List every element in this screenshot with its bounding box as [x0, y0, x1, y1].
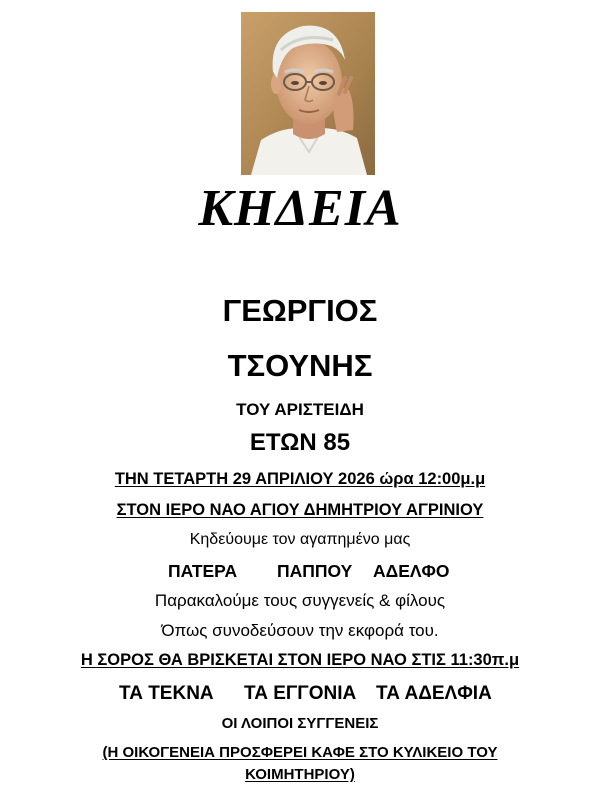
deceased-first-name: ΓΕΩΡΓΙΟΣ: [222, 293, 378, 328]
funeral-church: ΣΤΟΝ ΙΕΡΟ ΝΑΟ ΑΓΙΟΥ ΔΗΜΗΤΡΙΟΥ ΑΓΡΙΝΙΟΥ: [116, 501, 484, 519]
signers-row: [0, 683, 600, 707]
escort-text: Όπως συνοδεύσουν την εκφορά του.: [161, 621, 439, 640]
cafe-note-line-1: (Η ΟΙΚΟΓΕΝΕΙΑ ΠΡΟΣΦΕΡΕΙ ΚΑΦΕ ΣΤΟ ΚΥΛΙΚΕΙΟ ΤΟΥ: [102, 744, 498, 761]
age-text: ΕΤΩΝ 85: [249, 429, 351, 456]
signer-item: ΤΑ ΑΔΕΛΦΙΑ: [376, 683, 492, 704]
relation-item: ΑΔΕΛΦΟ: [373, 561, 450, 581]
deceased-last-name: ΤΣΟΥΝΗΣ: [227, 348, 373, 383]
cafe-note-line-2: ΚΟΙΜΗΤΗΡΙΟΥ): [245, 766, 355, 783]
funeral-date-time: ΤΗΝ ΤΕΤΑΡΤΗ 29 ΑΠΡΙΛΙΟΥ 2026 ώρα 12:00μ.μ: [114, 470, 486, 488]
relation-item: ΠΑΠΠΟΥ: [277, 561, 353, 581]
portrait-photo: [241, 12, 375, 175]
intro-text: Κηδεύουμε τον αγαπημένο μας: [189, 531, 411, 548]
other-relatives: ΟΙ ΛΟΙΠΟΙ ΣΥΓΓΕΝΕΙΣ: [221, 715, 379, 732]
request-text: Παρακαλούμε τους συγγενείς & φίλους: [154, 591, 446, 610]
father-name: ΤΟΥ ΑΡΙΣΤΕΙΔΗ: [236, 400, 364, 419]
signer-item: ΤΑ ΤΕΚΝΑ: [119, 683, 214, 704]
relation-item: ΠΑΤΕΡΑ: [168, 561, 238, 581]
relations-row: [0, 561, 600, 583]
coffin-info: Η ΣΟΡΟΣ ΘΑ ΒΡΙΣΚΕΤΑΙ ΣΤΟΝ ΙΕΡΟ ΝΑΟ ΣΤΙΣ 11:30π.μ: [80, 651, 520, 669]
notice-title: ΚΗΔΕΙΑ: [198, 180, 402, 237]
signer-item: ΤΑ ΕΓΓΟΝΙΑ: [244, 683, 357, 704]
